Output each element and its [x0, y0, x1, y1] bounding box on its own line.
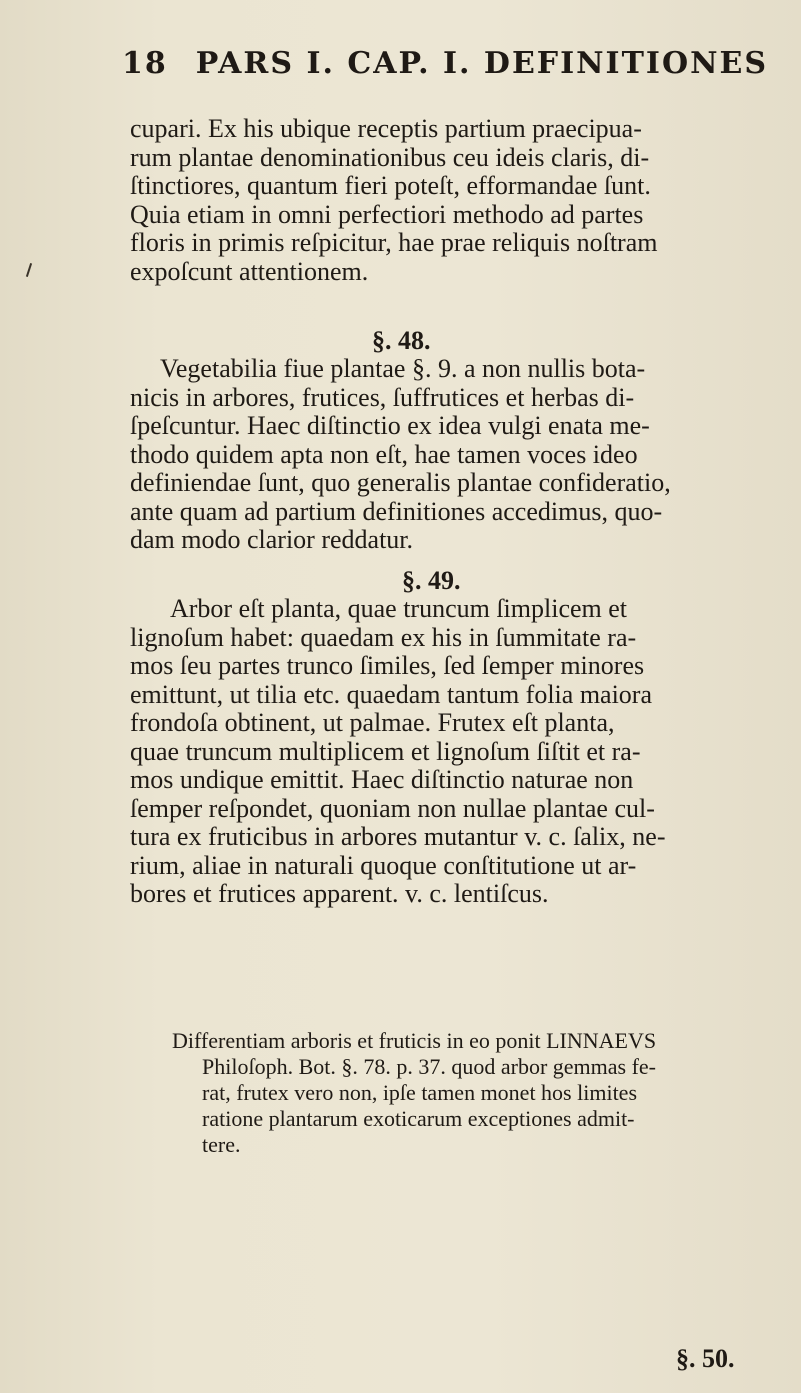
text-line: rum plantae denominationibus ceu ideis claris, di- [130, 142, 650, 172]
text-line: bores et frutices apparent. v. c. lentiſcus. [130, 879, 549, 908]
text-line: cupari. Ex his ubique receptis partium praecipua- [130, 114, 642, 143]
text-line: ſemper reſpondet, quoniam non nullae plantae cul- [130, 793, 655, 823]
text-line: nicis in arbores, frutices, ſuffrutices et herbas di- [130, 382, 635, 412]
footnote-line: tere. [202, 1132, 241, 1157]
section-heading-48: §. 48. [372, 326, 431, 355]
text-line: lignoſum habet: quaedam ex his in ſummitate ra- [130, 622, 637, 652]
text-line: quae truncum multiplicem et lignoſum ſiſtit et ra- [130, 736, 641, 766]
section-heading-49: §. 49. [402, 566, 461, 595]
text-line: floris in primis reſpicitur, hae prae reliquis noſtram [130, 228, 658, 257]
footnote-line: Differentiam arboris et fruticis in eo ponit LINNAEVS [172, 1028, 657, 1053]
page-number: 18 [122, 46, 168, 81]
text-line: rium, aliae in naturali quoque conſtitutione ut ar- [130, 850, 637, 880]
text-line: frondoſa obtinent, ut palmae. Frutex eſt planta, [130, 708, 615, 737]
text-line: emittunt, ut tilia etc. quaedam tantum folia maiora [130, 679, 653, 709]
section-49-paragraph [130, 595, 770, 909]
running-title: PARS I. CAP. I. DEFINITIONES [195, 46, 769, 81]
footnote [172, 1028, 772, 1158]
intro-paragraph [130, 115, 770, 286]
text-line: Quia etiam in omni perfectiori methodo ad partes [130, 199, 644, 229]
text-line: thodo quidem apta non eſt, hae tamen voces ideo [130, 439, 638, 469]
text-line: expoſcunt attentionem. [130, 256, 369, 286]
text-line: tura ex fruticibus in arbores mutantur v. c. ſalix, ne- [130, 822, 666, 851]
section-48-paragraph [130, 355, 770, 555]
text-line: mos undique emittit. Haec diſtinctio naturae non [130, 765, 634, 794]
text-line: definiendae ſunt, quo generalis plantae confideratio, [130, 468, 671, 497]
catchword: §. 50. [676, 1344, 735, 1373]
text-line: Arbor eſt planta, quae truncum ſimplicem et [170, 594, 628, 623]
text-line: ſpeſcuntur. Haec diſtinctio ex idea vulgi enata me- [130, 411, 650, 440]
footnote-line: Philoſoph. Bot. §. 78. p. 37. quod arbor gemmas fe- [202, 1054, 657, 1079]
footnote-line: ratione plantarum exoticarum exceptiones admit- [202, 1106, 635, 1131]
text-line: dam modo clarior reddatur. [130, 525, 414, 554]
text-line: mos ſeu partes trunco ſimiles, ſed ſemper minores [130, 651, 645, 680]
margin-mark [26, 263, 32, 277]
running-header [122, 46, 769, 81]
text-line: Vegetabilia fiue plantae §. 9. a non nullis bota- [160, 354, 646, 383]
text-line: ante quam ad partium definitiones accedimus, quo- [130, 496, 663, 526]
footnote-line: rat, frutex vero non, ipſe tamen monet hos limites [202, 1080, 638, 1105]
text-line: ſtinctiores, quantum fieri poteſt, efformandae ſunt. [130, 171, 651, 200]
